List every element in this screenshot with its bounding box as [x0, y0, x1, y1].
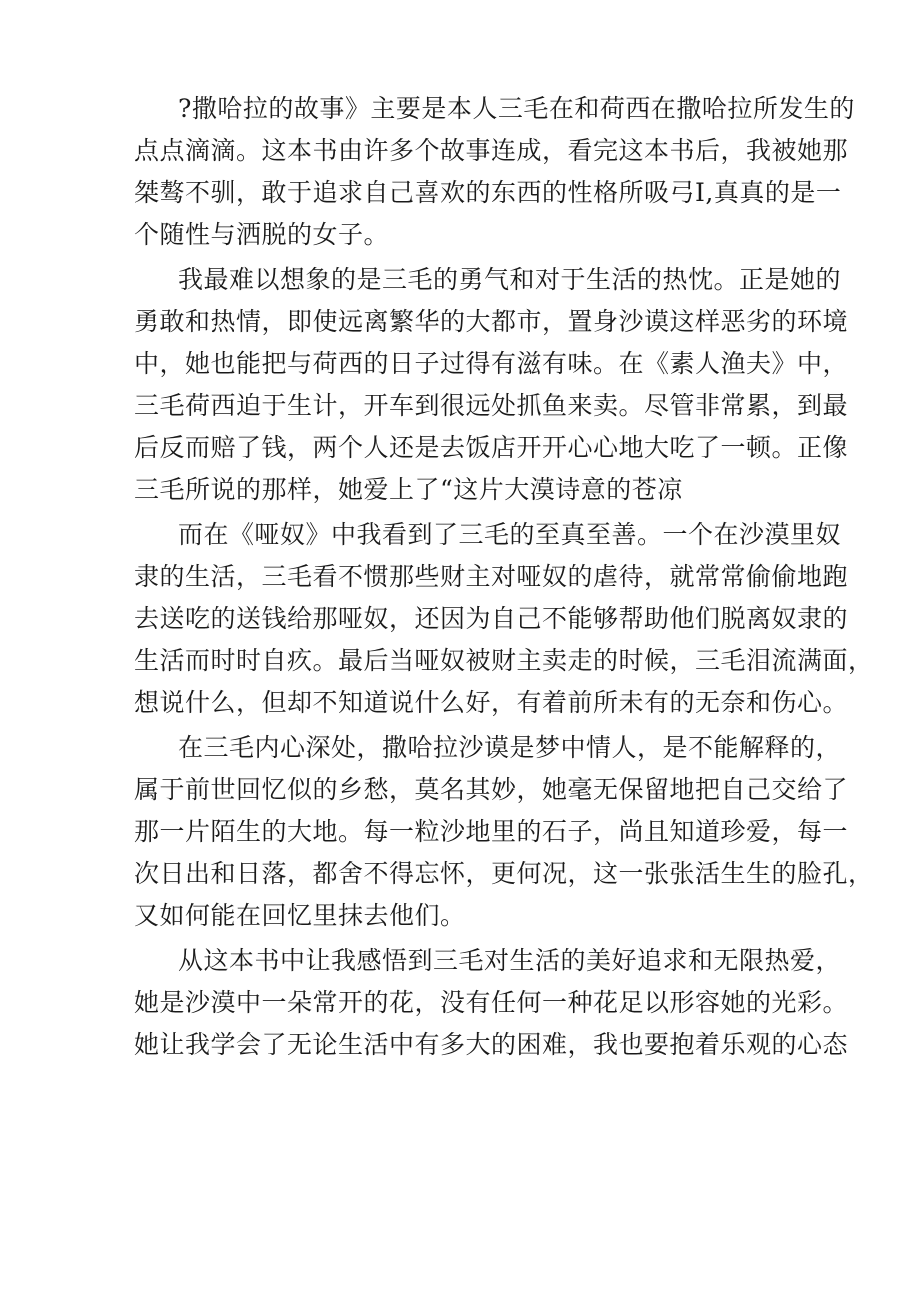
text-line: 三毛荷西迫于生计，开车到很远处抓鱼来卖。尽管非常累，到最: [134, 391, 849, 420]
paragraph-3: [134, 514, 874, 724]
text-line: 她让我学会了无论生活中有多大的困难，我也要抱着乐观的心态: [134, 1030, 849, 1059]
text-line: 在三毛内心深处，撒哈拉沙谟是梦中情人，是不能解释的，: [178, 733, 842, 762]
text-line: 次日出和日落，都舍不得忘怀，更何况，这一张张活生生的脸孔，: [134, 859, 874, 888]
text-line: 那一片陌生的大地。每一粒沙地里的石子，尚且知道珍爱，每一: [134, 817, 849, 846]
text-line: 中，她也能把与荷西的日子过得有滋有味。在《素人渔夫》中，: [134, 349, 849, 378]
text-line: 后反而赔了钱，两个人还是去饭店开开心心地大吃了一顿。正像: [134, 433, 849, 462]
paragraph-1: [134, 88, 855, 256]
document-page: [134, 88, 874, 1069]
text-line: 个随性与洒脱的女子。: [134, 220, 390, 249]
text-line: 隶的生活，三毛看不惯那些财主对哑奴的虐待，就常常偷偷地跑: [134, 562, 849, 591]
text-line: ?撒哈拉的故事》主要是本人三毛在和荷西在撒哈拉所发生的: [178, 94, 855, 123]
text-line: 属于前世回忆似的乡愁，莫名其妙，她毫无保留地把自己交给了: [134, 775, 849, 804]
text-line: 三毛所说的那样，她爱上了“这片大漠诗意的苍凉: [134, 475, 683, 504]
paragraph-4: [134, 727, 874, 937]
text-line: 我最难以想象的是三毛的勇气和对于生活的热忱。正是她的: [178, 265, 842, 294]
paragraph-5: [134, 940, 849, 1066]
text-line: 又如何能在回忆里抹去他们。: [134, 901, 466, 930]
text-line: 生活而时时自疚。最后当哑奴被财主卖走的时候，三毛泪流满面，: [134, 646, 874, 675]
text-line: 想说什么，但却不知道说什么好，有着前所未有的无奈和伤心。: [134, 688, 849, 717]
text-line: 点点滴滴。这本书由许多个故事连成，看完这本书后，我被她那: [134, 136, 849, 165]
text-line: 她是沙漠中一朵常开的花，没有任何一种花足以形容她的光彩。: [134, 988, 849, 1017]
text-line: 从这本书中让我感悟到三毛对生活的美好追求和无限热爱，: [178, 946, 842, 975]
text-line: 桀骜不驯，敢于追求自己喜欢的东西的性格所吸弓I,真真的是一: [134, 178, 842, 207]
text-line: 勇敢和热情，即使远离繁华的大都市，置身沙谟这样恶劣的环境: [134, 307, 849, 336]
text-line: 去送吃的送钱给那哑奴，还因为自己不能够帮助他们脱离奴隶的: [134, 604, 849, 633]
paragraph-2: [134, 259, 849, 511]
text-line: 而在《哑奴》中我看到了三毛的至真至善。一个在沙漠里奴: [178, 520, 842, 549]
